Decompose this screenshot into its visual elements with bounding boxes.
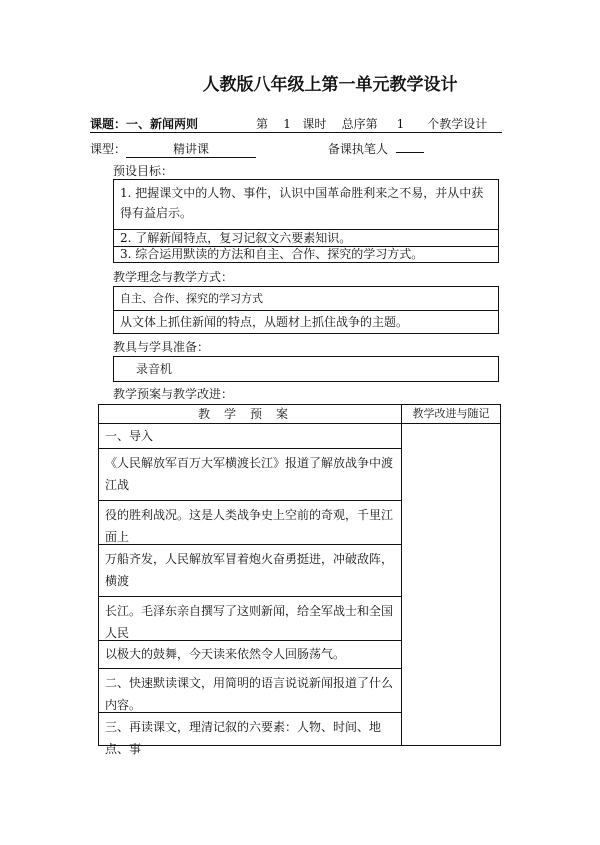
plan-row: 万船齐发，人民解放军冒着炮火奋勇挺进，冲破敌阵，横渡	[99, 545, 401, 597]
plan-label: 教学预案与教学改进：	[113, 387, 234, 401]
methods-label: 教学理念与教学方式：	[113, 270, 234, 284]
goal-item-1: 1. 把握课文中的人物、事件，认识中国革命胜利来之不易，并从中获得有益启示。	[114, 180, 498, 230]
goal-item-3: 3. 综合运用默读的方法和自主、合作、探究的学习方式。	[120, 247, 424, 261]
plan-header-right: 教学改进与随记	[402, 405, 500, 424]
page-title: 人教版八年级上第一单元教学设计	[202, 75, 458, 95]
goal-item-2: 2. 了解新闻特点，复习记叙文六要素知识。	[114, 230, 498, 247]
plan-left-column	[99, 405, 402, 756]
plan-row: 以极大的鼓舞，今天读来依然令人回肠荡气。	[99, 641, 401, 669]
goals-box	[113, 179, 499, 263]
topic-label: 课题：	[90, 117, 127, 131]
plan-row: 役的胜利战况。这是人类战争史上空前的奇观，千里江面上	[99, 501, 401, 545]
tools-label: 教具与学具准备：	[113, 340, 210, 354]
type-line	[90, 141, 502, 158]
author-value	[396, 152, 424, 153]
plan-row: 二、快速默读课文，用简明的语言说说新闻报道了什么内容。	[99, 669, 401, 713]
topic-value: 一、新闻两则	[126, 117, 199, 131]
goals-label: 预设目标：	[113, 164, 174, 178]
topic-underline	[90, 132, 502, 133]
author-label: 备课执笔人	[327, 142, 388, 156]
plan-row: 长江。毛泽东亲自撰写了这则新闻，给全军战士和全国人民	[99, 597, 401, 641]
plan-header-left: 教学预案	[99, 405, 401, 424]
type-value: 精讲课	[126, 141, 256, 158]
type-label: 课型：	[90, 142, 127, 156]
tools-value: 录音机	[136, 362, 173, 376]
methods-box	[113, 286, 499, 334]
tools-box	[113, 356, 499, 382]
method-item-1: 自主、合作、探究的学习方式	[114, 287, 498, 311]
plan-row: 三、再读课文，理清记叙的六要素：人物、时间、地点、事	[105, 720, 382, 756]
plan-row: 《人民解放军百万大军横渡长江》报道了解放战争中渡江战	[99, 449, 401, 501]
plan-row: 一、导入	[99, 424, 401, 449]
plan-table	[98, 404, 501, 756]
period-text: 第 1 课时 总序第 1 个教学设计	[256, 117, 488, 131]
topic-line	[90, 116, 502, 132]
method-item-2: 从文体上抓住新闻的特点，从题材上抓住战争的主题。	[120, 315, 409, 329]
